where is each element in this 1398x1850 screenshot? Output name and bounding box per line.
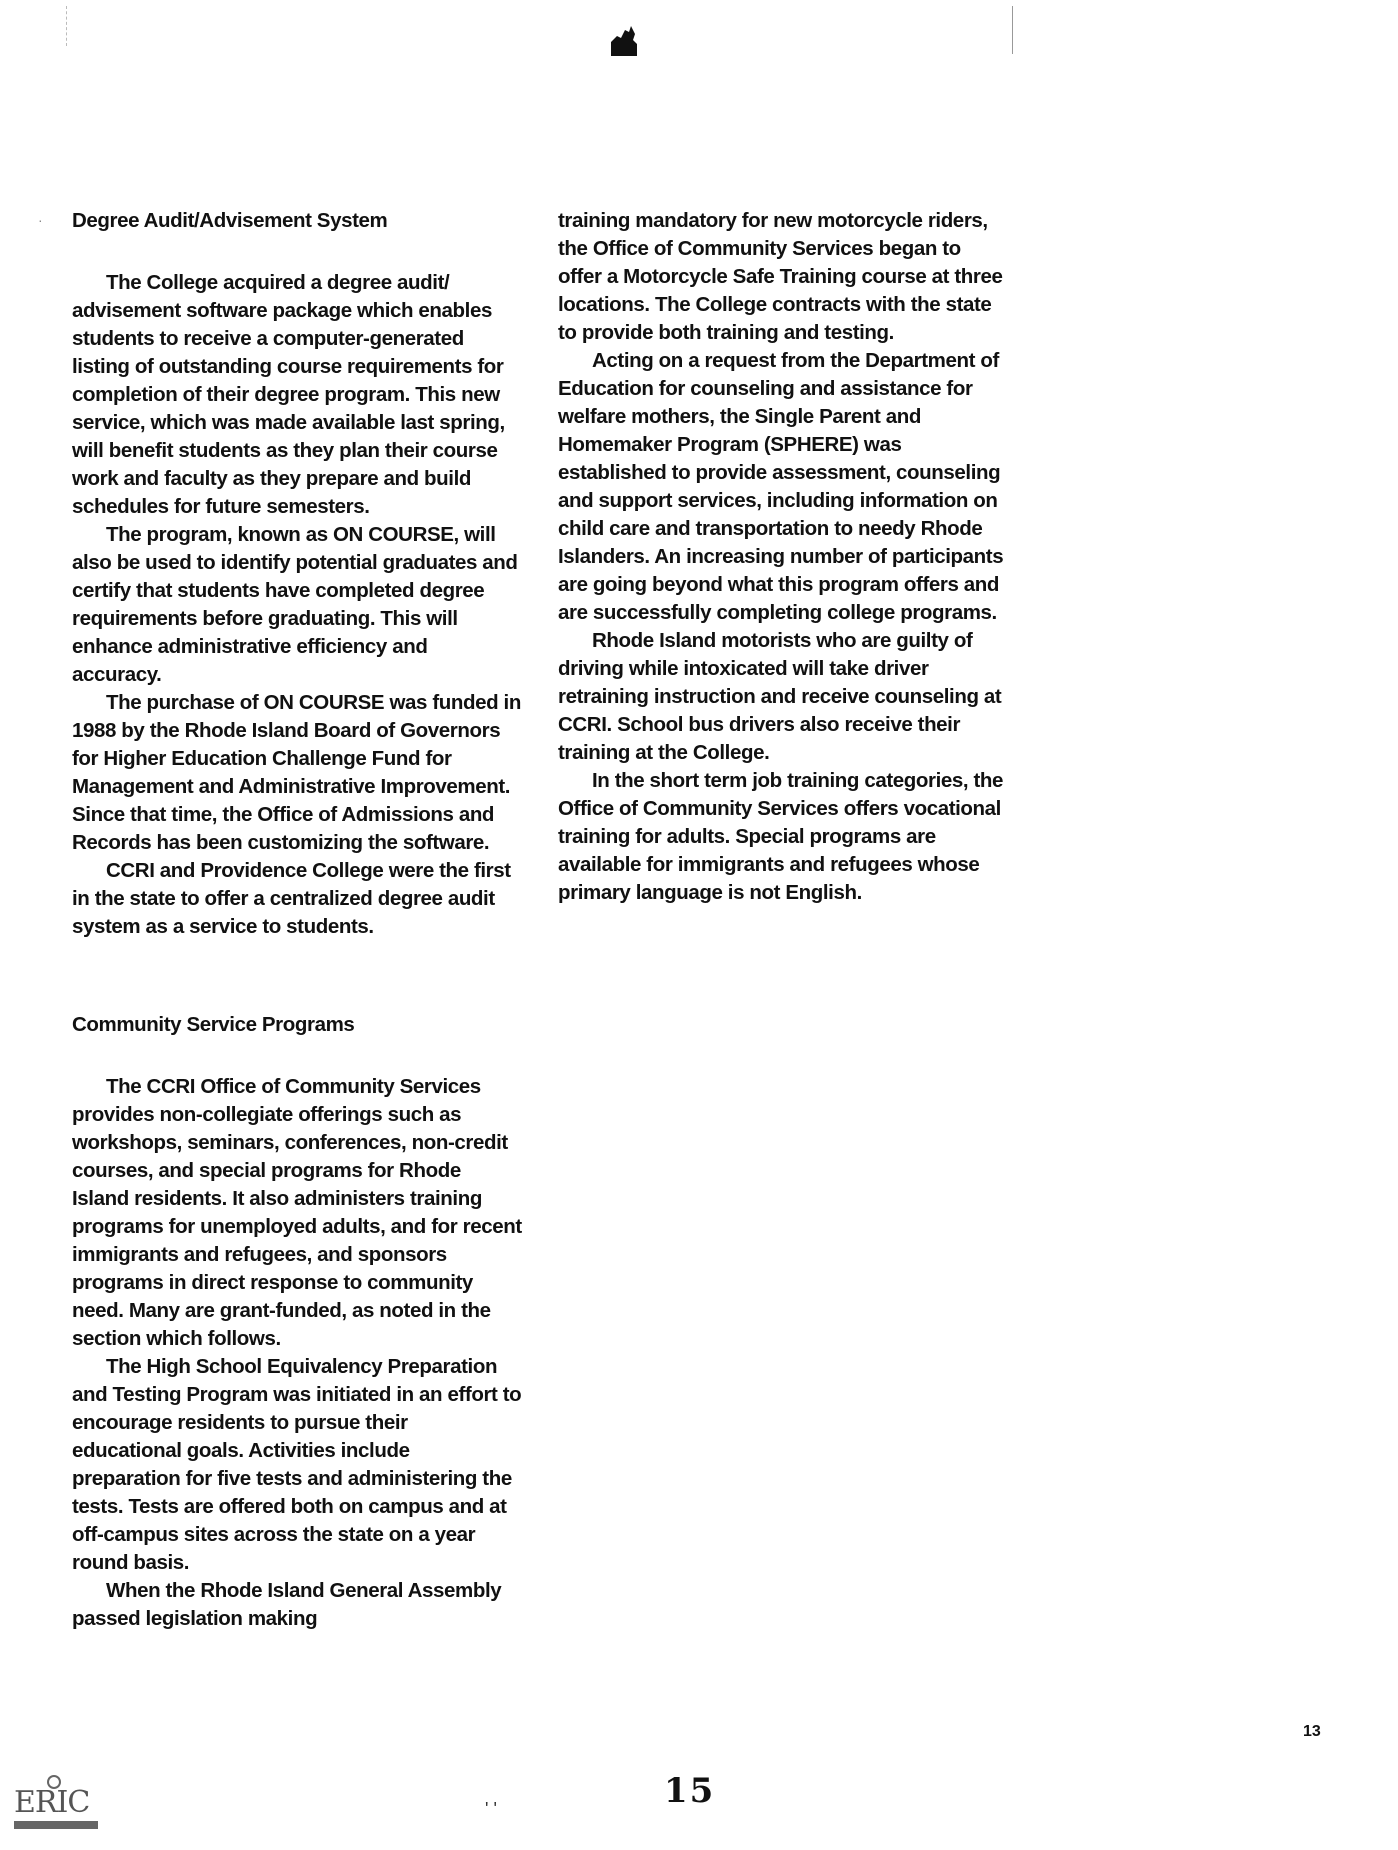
paragraph: CCRI and Providence College were the first in the state to offer a centralized degree audit system as a service to students. [72, 859, 511, 938]
scan-artifact-icon [609, 24, 639, 58]
paragraph: The program, known as ON COURSE, will also be used to identify potential graduates and certify that students have completed degree requirements before graduating. This will enhance administrative efficiency and accuracy. [72, 523, 518, 686]
logo-bar [14, 1821, 98, 1829]
paragraph: In the short term job training categories, the Office of Community Services offers vocational training for adults. Special programs are available for immigrants and refugees whose primary language is not English. [558, 769, 1004, 904]
section-heading-degree-audit: Degree Audit/Advisement System [72, 209, 388, 232]
section-heading-community-service: Community Service Programs [72, 1013, 355, 1036]
scan-edge-right [1012, 6, 1014, 54]
eric-logo-icon [14, 1775, 100, 1831]
paragraph: When the Rhode Island General Assembly passed legislation making [72, 1579, 502, 1630]
paragraph: The CCRI Office of Community Services provides non-collegiate offerings such as workshops, seminars, conferences, non-credit courses, and special programs for Rhode Island residents. It also administers training programs for unemployed adults, and for recent immigrants and refugees, and sponsors programs in direct response to community need. Many are grant-funded, as noted in the section which follows. [72, 1075, 522, 1350]
scan-mark: ' ' [485, 1799, 497, 1819]
paragraph: The College acquired a degree audit/ advisement software package which enables students to receive a computer-generated listing of outstanding course requirements for completion of their degree program. This new service, which was made available last spring, will benefit students as they plan their course work and faculty as they prepare and build schedules for future semesters. [72, 271, 505, 518]
left-column [72, 207, 522, 1633]
logo-text: ERIC [14, 1785, 90, 1820]
paragraph: Rhode Island motorists who are guilty of driving while intoxicated will take driver retraining instruction and receive counseling at CCRI. School bus drivers also receive their training at the College. [558, 629, 1002, 764]
folio-number: 15 [664, 1771, 716, 1811]
paragraph: The purchase of ON COURSE was funded in 1988 by the Rhode Island Board of Governors for Higher Education Challenge Fund for Management and Administrative Improvement. Since that time, the Office of Admissions and Records has been customizing the software. [72, 691, 521, 854]
margin-mark: · [38, 212, 43, 228]
scan-edge-left [66, 6, 68, 46]
paragraph: Acting on a request from the Department of Education for counseling and assistance for welfare mothers, the Single Parent and Homemaker Program (SPHERE) was established to provide assessment, counseling and support services, including information on child care and transportation to needy Rhode Islanders. An increasing number of participants are going beyond what this program offers and are successfully completing college programs. [558, 349, 1004, 624]
page-number: 13 [1303, 1723, 1321, 1740]
paragraph: The High School Equivalency Preparation and Testing Program was initiated in an effort to encourage residents to pursue their educational goals. Activities include preparation for five tests and administering the tests. Tests are offered both on campus and at off-campus sites across the state on a year round basis. [72, 1355, 522, 1574]
paragraph: training mandatory for new motorcycle riders, the Office of Community Services began to offer a Motorcycle Safe Training course at three locations. The College contracts with the state to provide both training and testing. [558, 209, 1003, 344]
right-column [558, 207, 1008, 907]
